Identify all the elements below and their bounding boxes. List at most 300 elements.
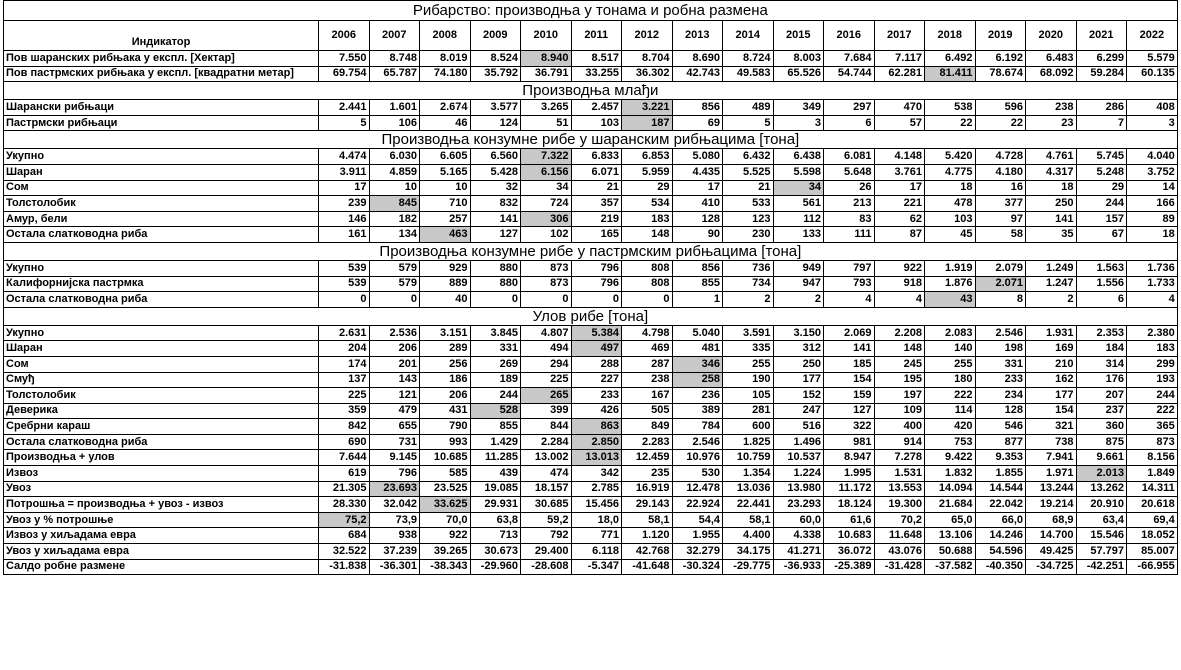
value-cell: 51 [521,115,572,131]
value-cell: 5.959 [622,164,673,180]
value-cell: 59,2 [521,512,572,528]
value-cell: 561 [773,196,824,212]
table-row [4,276,1178,292]
value-cell: 11.285 [470,450,521,466]
fisheries-table [3,0,1178,575]
value-cell: 1.120 [622,528,673,544]
value-cell: 22.441 [723,497,774,513]
value-cell: 289 [420,341,471,357]
row-label: Пастрмски рибњаци [4,115,319,131]
value-cell: 889 [420,276,471,292]
value-cell: 184 [1076,341,1127,357]
value-cell: 1.224 [773,466,824,482]
value-cell: 68.092 [1026,66,1077,82]
value-cell: 29 [622,180,673,196]
value-cell: 67 [1076,227,1127,243]
value-cell: 377 [975,196,1026,212]
value-cell: 245 [874,356,925,372]
value-cell: 914 [874,434,925,450]
value-cell: 855 [672,276,723,292]
value-cell: 6 [824,115,875,131]
value-cell: 9.422 [925,450,976,466]
value-cell: 141 [824,341,875,357]
value-cell: 89 [1127,211,1178,227]
value-cell: 349 [773,100,824,116]
value-cell: 4.317 [1026,164,1077,180]
value-cell: 23.525 [420,481,471,497]
value-cell: 579 [369,276,420,292]
value-cell: 938 [369,528,420,544]
table-row [4,528,1178,544]
value-cell: 13.013 [571,450,622,466]
value-cell: -66.955 [1127,559,1178,575]
value-cell: 1.354 [723,466,774,482]
row-label: Увоз [4,481,319,497]
value-cell: 65.526 [773,66,824,82]
value-cell: 6.030 [369,149,420,165]
value-cell: 400 [874,419,925,435]
value-cell: 63,4 [1076,512,1127,528]
value-cell: 29.143 [622,497,673,513]
value-cell: 102 [521,227,572,243]
value-cell: 36.072 [824,544,875,560]
value-cell: 1.876 [925,276,976,292]
value-cell: 306 [521,211,572,227]
value-cell: 3 [773,115,824,131]
value-cell: 222 [1127,403,1178,419]
value-cell: 34 [521,180,572,196]
value-cell: 198 [975,341,1026,357]
value-cell: 13.106 [925,528,976,544]
value-cell: 32.042 [369,497,420,513]
row-label: Остала слатководна риба [4,292,319,308]
value-cell: 314 [1076,356,1127,372]
value-cell: 2.071 [975,276,1026,292]
value-cell: 530 [672,466,723,482]
value-cell: 655 [369,419,420,435]
value-cell: 250 [1026,196,1077,212]
value-cell: 497 [571,341,622,357]
table-row [4,115,1178,131]
value-cell: 37.239 [369,544,420,560]
value-cell: 4.728 [975,149,1026,165]
value-cell: 5.579 [1127,51,1178,67]
value-cell: 596 [975,100,1026,116]
value-cell: 36.791 [521,66,572,82]
value-cell: 62.281 [874,66,925,82]
value-cell: 256 [420,356,471,372]
value-cell: 78.674 [975,66,1026,82]
value-cell: 410 [672,196,723,212]
value-cell: 842 [319,419,370,435]
value-cell: 5.248 [1076,164,1127,180]
value-cell: 1.919 [925,260,976,276]
value-cell: 335 [723,341,774,357]
value-cell: 880 [470,276,521,292]
value-cell: 166 [1127,196,1178,212]
value-cell: 6.081 [824,149,875,165]
value-cell: 797 [824,260,875,276]
value-cell: 922 [420,528,471,544]
value-cell: 494 [521,341,572,357]
value-cell: 470 [874,100,925,116]
value-cell: 2 [773,292,824,308]
value-cell: 439 [470,466,521,482]
value-cell: 294 [521,356,572,372]
value-cell: 5.598 [773,164,824,180]
year-header: 2009 [470,21,521,51]
value-cell: -31.428 [874,559,925,575]
value-cell: 18.157 [521,481,572,497]
value-cell: 161 [319,227,370,243]
table-row [4,434,1178,450]
value-cell: 12.478 [672,481,723,497]
value-cell: 849 [622,419,673,435]
value-cell: 7.117 [874,51,925,67]
value-cell: 8.748 [369,51,420,67]
value-cell: 22.924 [672,497,723,513]
value-cell: -41.648 [622,559,673,575]
value-cell: 585 [420,466,471,482]
value-cell: 14.094 [925,481,976,497]
row-label: Смуђ [4,372,319,388]
value-cell: 1.931 [1026,325,1077,341]
value-cell: 213 [824,196,875,212]
value-cell: 481 [672,341,723,357]
value-cell: 2.069 [824,325,875,341]
value-cell: 265 [521,388,572,404]
value-cell: 10.683 [824,528,875,544]
value-cell: 2.353 [1076,325,1127,341]
value-cell: 322 [824,419,875,435]
value-cell: 103 [925,211,976,227]
value-cell: 5.384 [571,325,622,341]
row-label: Толстолобик [4,196,319,212]
value-cell: 0 [521,292,572,308]
value-cell: 949 [773,260,824,276]
value-cell: 66,0 [975,512,1026,528]
value-cell: 221 [874,196,925,212]
value-cell: 5.420 [925,149,976,165]
value-cell: 225 [319,388,370,404]
value-cell: 32.522 [319,544,370,560]
value-cell: 32 [470,180,521,196]
value-cell: 174 [319,356,370,372]
value-cell: 154 [1026,403,1077,419]
value-cell: 6.156 [521,164,572,180]
value-cell: 4.807 [521,325,572,341]
value-cell: 43.076 [874,544,925,560]
table-row [4,388,1178,404]
value-cell: 127 [470,227,521,243]
value-cell: 710 [420,196,471,212]
value-cell: 793 [824,276,875,292]
value-cell: 753 [925,434,976,450]
value-cell: 2.546 [975,325,1026,341]
value-cell: 6.432 [723,149,774,165]
value-cell: 1.825 [723,434,774,450]
value-cell: 128 [975,403,1026,419]
row-label: Шаран [4,341,319,357]
value-cell: 2.284 [521,434,572,450]
row-label: Увоз у хиљадама евра [4,544,319,560]
section-header-row [4,307,1178,325]
table-row [4,419,1178,435]
section-title: Производња конзумне рибе у пастрмским рибњацима [тона] [4,242,1178,260]
table-row [4,227,1178,243]
value-cell: 855 [470,419,521,435]
table-row [4,100,1178,116]
row-label: Укупно [4,149,319,165]
value-cell: 4.148 [874,149,925,165]
value-cell: 10 [420,180,471,196]
value-cell: 399 [521,403,572,419]
value-cell: 58,1 [622,512,673,528]
value-cell: 0 [470,292,521,308]
value-cell: 288 [571,356,622,372]
value-cell: 3 [1127,115,1178,131]
value-cell: 230 [723,227,774,243]
value-cell: 684 [319,528,370,544]
value-cell: 420 [925,419,976,435]
value-cell: 533 [723,196,774,212]
value-cell: 40 [420,292,471,308]
value-cell: 796 [571,260,622,276]
value-cell: 5.648 [824,164,875,180]
value-cell: 1.556 [1076,276,1127,292]
value-cell: 87 [874,227,925,243]
value-cell: 85.007 [1127,544,1178,560]
year-header: 2016 [824,21,875,51]
value-cell: 2.208 [874,325,925,341]
value-cell: 331 [975,356,1026,372]
value-cell: 993 [420,434,471,450]
value-cell: 234 [975,388,1026,404]
value-cell: 187 [622,115,673,131]
value-cell: 1.247 [1026,276,1077,292]
indicator-header: Индикатор [4,21,319,51]
value-cell: 2.785 [571,481,622,497]
value-cell: 201 [369,356,420,372]
value-cell: 146 [319,211,370,227]
value-cell: 287 [622,356,673,372]
value-cell: 111 [824,227,875,243]
value-cell: 2 [723,292,774,308]
value-cell: 123 [723,211,774,227]
value-cell: 41.271 [773,544,824,560]
section-header-row [4,131,1178,149]
value-cell: 42.743 [672,66,723,82]
value-cell: 73,9 [369,512,420,528]
value-cell: 167 [622,388,673,404]
value-cell: 346 [672,356,723,372]
table-row [4,341,1178,357]
value-cell: 18.124 [824,497,875,513]
value-cell: 22 [975,115,1026,131]
value-cell: 154 [824,372,875,388]
value-cell: 81.411 [925,66,976,82]
value-cell: 7.941 [1026,450,1077,466]
value-cell: 1.971 [1026,466,1077,482]
value-cell: 183 [1127,341,1178,357]
value-cell: -31.838 [319,559,370,575]
value-cell: -40.350 [975,559,1026,575]
value-cell: 516 [773,419,824,435]
row-label: Сом [4,180,319,196]
value-cell: 796 [369,466,420,482]
year-header: 2017 [874,21,925,51]
value-cell: -36.301 [369,559,420,575]
value-cell: 0 [622,292,673,308]
value-cell: 63,8 [470,512,521,528]
value-cell: 790 [420,419,471,435]
value-cell: 33.255 [571,66,622,82]
value-cell: 479 [369,403,420,419]
year-header: 2013 [672,21,723,51]
value-cell: 69,4 [1127,512,1178,528]
value-cell: 34.175 [723,544,774,560]
section-header-row [4,242,1178,260]
row-label: Деверика [4,403,319,419]
value-cell: 478 [925,196,976,212]
value-cell: 365 [1127,419,1178,435]
value-cell: 16 [975,180,1026,196]
value-cell: 469 [622,341,673,357]
value-cell: 281 [723,403,774,419]
table-row [4,403,1178,419]
value-cell: 2.536 [369,325,420,341]
value-cell: 222 [925,388,976,404]
value-cell: 5.040 [672,325,723,341]
value-cell: 29 [1076,180,1127,196]
value-cell: 2.546 [672,434,723,450]
value-cell: 57.797 [1076,544,1127,560]
value-cell: 193 [1127,372,1178,388]
value-cell: 105 [723,388,774,404]
value-cell: 6.605 [420,149,471,165]
table-row [4,512,1178,528]
value-cell: 14.311 [1127,481,1178,497]
value-cell: 19.300 [874,497,925,513]
value-cell: 600 [723,419,774,435]
row-label: Остала слатководна риба [4,434,319,450]
value-cell: 2.013 [1076,466,1127,482]
value-cell: 873 [521,276,572,292]
value-cell: 22.042 [975,497,1026,513]
value-cell: 112 [773,211,824,227]
year-header: 2011 [571,21,622,51]
value-cell: 75,2 [319,512,370,528]
value-cell: 165 [571,227,622,243]
row-label: Шарански рибњаци [4,100,319,116]
value-cell: 0 [369,292,420,308]
value-cell: 69.754 [319,66,370,82]
value-cell: 177 [1026,388,1077,404]
value-cell: 14 [1127,180,1178,196]
value-cell: -36.933 [773,559,824,575]
value-cell: 6.483 [1026,51,1077,67]
value-cell: 183 [622,211,673,227]
value-cell: 255 [925,356,976,372]
value-cell: 6 [1076,292,1127,308]
value-cell: 845 [369,196,420,212]
row-label: Увоз у % потрошње [4,512,319,528]
value-cell: 169 [1026,341,1077,357]
value-cell: 255 [723,356,774,372]
value-cell: 141 [470,211,521,227]
value-cell: 579 [369,260,420,276]
value-cell: 28.330 [319,497,370,513]
value-cell: 792 [521,528,572,544]
value-cell: 408 [1127,100,1178,116]
year-header: 2020 [1026,21,1077,51]
value-cell: 177 [773,372,824,388]
value-cell: 463 [420,227,471,243]
value-cell: 1.736 [1127,260,1178,276]
value-cell: 34 [773,180,824,196]
value-cell: 6.438 [773,149,824,165]
year-header: 2018 [925,21,976,51]
value-cell: 6.853 [622,149,673,165]
value-cell: 359 [319,403,370,419]
value-cell: 724 [521,196,572,212]
value-cell: 13.036 [723,481,774,497]
value-cell: 771 [571,528,622,544]
header-row [4,21,1178,51]
value-cell: -30.324 [672,559,723,575]
value-cell: 21.305 [319,481,370,497]
value-cell: 9.353 [975,450,1026,466]
value-cell: 734 [723,276,774,292]
value-cell: 2.457 [571,100,622,116]
value-cell: 1.563 [1076,260,1127,276]
value-cell: 342 [571,466,622,482]
value-cell: -25.389 [824,559,875,575]
value-cell: 11.648 [874,528,925,544]
value-cell: 8 [975,292,1026,308]
value-cell: 6.299 [1076,51,1127,67]
value-cell: 258 [672,372,723,388]
value-cell: 4.338 [773,528,824,544]
value-cell: 21 [571,180,622,196]
value-cell: 8.690 [672,51,723,67]
row-label: Остала слатководна риба [4,227,319,243]
value-cell: 26 [824,180,875,196]
value-cell: 148 [622,227,673,243]
value-cell: 237 [1076,403,1127,419]
table-row [4,559,1178,575]
value-cell: 10.537 [773,450,824,466]
value-cell: 6.071 [571,164,622,180]
value-cell: 162 [1026,372,1077,388]
year-header: 2022 [1127,21,1178,51]
year-header: 2007 [369,21,420,51]
value-cell: 426 [571,403,622,419]
value-cell: -29.960 [470,559,521,575]
value-cell: 190 [723,372,774,388]
value-cell: 23.293 [773,497,824,513]
value-cell: 856 [672,260,723,276]
value-cell: 7 [1076,115,1127,131]
value-cell: 489 [723,100,774,116]
value-cell: 186 [420,372,471,388]
value-cell: 70,2 [874,512,925,528]
value-cell: 3.265 [521,100,572,116]
row-label: Извоз у хиљадама евра [4,528,319,544]
value-cell: 185 [824,356,875,372]
value-cell: 18 [925,180,976,196]
section-title: Производња млађи [4,82,1178,100]
